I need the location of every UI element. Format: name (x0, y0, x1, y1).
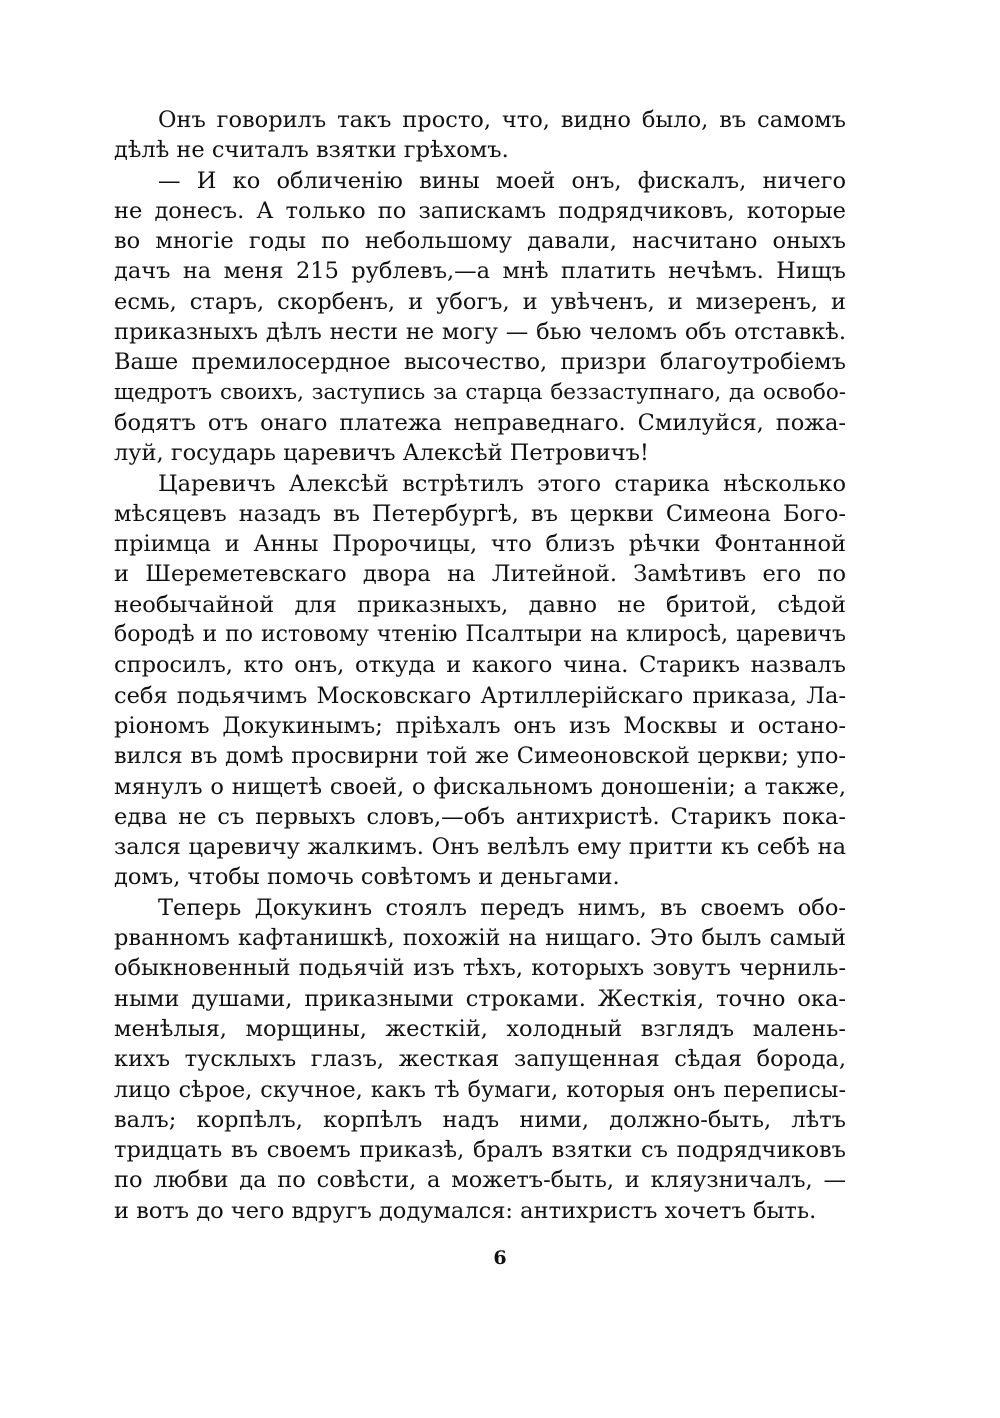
text-line: Царевичъ Алексѣй встрѣтилъ этого старика нѣсколько (158, 470, 846, 497)
text-line: рванномъ кафтанишкѣ, похожій на нищаго. Это былъ самый (114, 925, 846, 952)
paragraph-3 (114, 469, 846, 893)
text-line: во многіе годы по небольшому давали, насчитано оныхъ (114, 228, 846, 255)
page-number: 6 (493, 1247, 507, 1269)
text-line: обыкновенный подьячій изъ тѣхъ, которыхъ зовутъ черниль- (114, 955, 846, 982)
text-line: и вотъ до чего вдругъ додумался: антихристъ хочетъ быть. (114, 1197, 817, 1224)
text-line: себя подьячимъ Московскаго Артиллерійскаго приказа, Ла- (114, 682, 846, 709)
text-line: пріимца и Анны Пророчицы, что близъ рѣчки Фонтанной (114, 531, 846, 558)
text-line: мѣсяцевъ назадъ въ Петербургѣ, въ церкви Симеона Бого- (114, 500, 846, 527)
paragraph-4 (114, 893, 846, 1226)
text-line: домъ, чтобы помочь совѣтомъ и деньгами. (114, 864, 620, 891)
text-line: луй, государь царевичъ Алексѣй Петровичъ! (114, 440, 649, 467)
text-line: ріономъ Докукинымъ; пріѣхалъ онъ изъ Москвы и остано- (114, 712, 846, 739)
text-line: зался царевичу жалкимъ. Онъ велѣлъ ему притти къ себѣ на (114, 834, 846, 861)
text-line: лицо сѣрое, скучное, какъ тѣ бумаги, которыя онъ переписы- (114, 1076, 846, 1103)
text-line: дачъ на меня 215 рублевъ,—а мнѣ платить нечѣмъ. Нищъ (114, 258, 846, 285)
text-line: — И ко обличенію вины моей онъ, фискалъ, ничего (158, 167, 846, 194)
text-line: не донесъ. А только по запискамъ подрядчиковъ, которые (114, 197, 846, 224)
text-line: спросилъ, кто онъ, откуда и какого чина. Старикъ назвалъ (114, 652, 846, 679)
text-line: бодятъ отъ онаго платежа неправеднаго. Смилуйся, пожа- (114, 409, 846, 436)
text-line: менѣлыя, морщины, жесткій, холодный взглядъ малень- (114, 1015, 846, 1042)
text-line: Ваше премилосердное высочество, призри благоутробіемъ (114, 349, 846, 376)
text-line: и Шереметевскаго двора на Литейной. Замѣтивъ его по (114, 561, 846, 588)
paragraph-1 (114, 105, 846, 166)
text-line: бородѣ и по истовому чтенію Псалтыри на клиросѣ, царевичъ (114, 622, 846, 648)
text-line: приказныхъ дѣлъ нести не могу — бью челомъ объ отставкѣ. (114, 319, 846, 346)
text-line: ными душами, приказными строками. Жесткія, точно ока- (114, 985, 846, 1012)
text-line: по любви да по совѣсти, а можетъ-быть, и кляузничалъ, — (114, 1167, 846, 1194)
text-line: необычайной для приказныхъ, давно не бритой, сѣдой (114, 591, 846, 618)
text-line: Теперь Докукинъ стоялъ передъ нимъ, въ своемъ обо- (158, 894, 846, 921)
text-line: валъ; корпѣлъ, корпѣлъ надъ ними, должно-быть, лѣтъ (114, 1106, 846, 1133)
text-line: Онъ говорилъ такъ просто, что, видно было, въ самомъ (158, 107, 846, 133)
text-line: кихъ тусклыхъ глазъ, жесткая запущенная сѣдая борода, (114, 1046, 846, 1073)
text-line: щедротъ своихъ, заступись за старца беззаступнаго, да освобо- (114, 379, 846, 405)
text-line: дѣлѣ не считалъ взятки грѣхомъ. (114, 137, 509, 164)
text-line: тридцать въ своемъ приказѣ, бралъ взятки съ подрядчиковъ (114, 1137, 846, 1164)
text-line: мянулъ о нищетѣ своей, о фискальномъ доношеніи; а также, (114, 773, 846, 800)
page-body (114, 105, 846, 1226)
text-line: вился въ домѣ просвирни той же Симеоновской церкви; упо- (114, 743, 846, 770)
text-line: есмь, старъ, скорбенъ, и убогъ, и увѣченъ, и мизеренъ, и (114, 288, 846, 315)
text-line: едва не съ первыхъ словъ,—объ антихристѣ. Старикъ пока- (114, 803, 846, 830)
paragraph-2 (114, 166, 846, 469)
